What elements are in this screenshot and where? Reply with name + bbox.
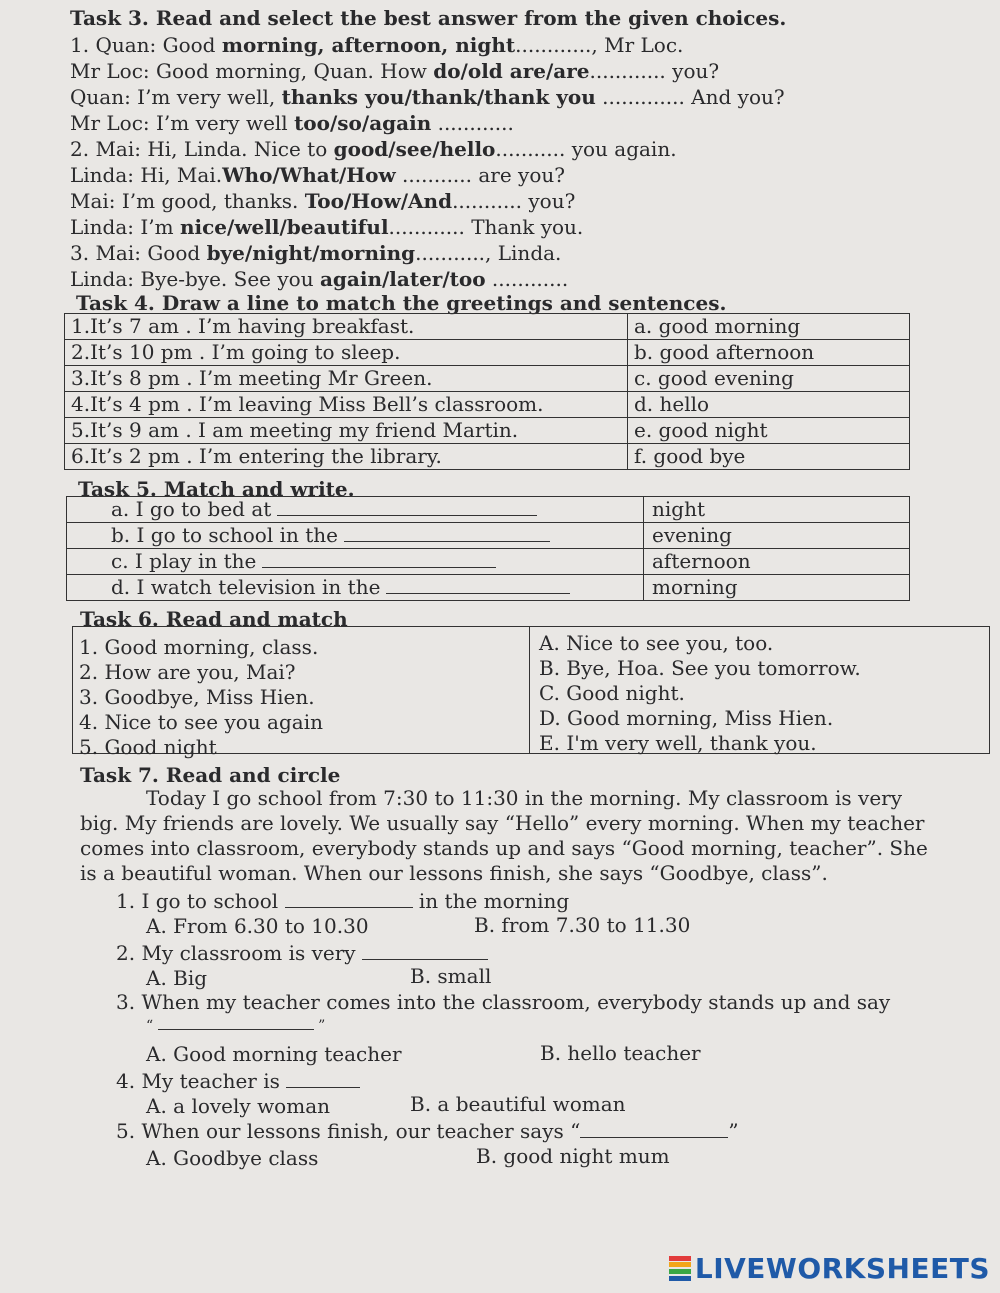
task6-divider bbox=[529, 627, 530, 753]
open-quote: “ bbox=[146, 1018, 154, 1034]
line-text-end: ........... you? bbox=[452, 189, 576, 213]
question-3-blank[interactable] bbox=[158, 1017, 314, 1030]
task3-line bbox=[70, 267, 568, 291]
line-text: Quan: I’m very well, bbox=[70, 85, 282, 109]
question-2-option-b[interactable]: B. small bbox=[410, 964, 492, 988]
task5-row bbox=[67, 523, 910, 549]
phrase-cell bbox=[67, 549, 644, 575]
close-quote: ” bbox=[728, 1119, 739, 1143]
answer-choices[interactable]: Too/How/And bbox=[304, 189, 453, 213]
question-1-option-a[interactable]: A. From 6.30 to 10.30 bbox=[146, 914, 369, 938]
task5-table bbox=[66, 496, 910, 601]
answer-choices[interactable]: good/see/hello bbox=[333, 137, 496, 161]
line-text: 1. Quan: Good bbox=[70, 33, 222, 57]
sentence-cell[interactable]: 6.It’s 2 pm . I’m entering the library. bbox=[65, 444, 628, 470]
line-text-end: ............ Thank you. bbox=[388, 215, 584, 239]
question-1-option-b[interactable]: B. from 7.30 to 11.30 bbox=[474, 913, 691, 937]
question-5-text: 5. When our lessons finish, our teacher says “ bbox=[116, 1119, 581, 1143]
prompt-item[interactable]: 2. How are you, Mai? bbox=[79, 660, 296, 684]
prompt-item[interactable]: 1. Good morning, class. bbox=[79, 635, 319, 659]
task4-row bbox=[65, 340, 910, 366]
answer-choices[interactable]: Who/What/How bbox=[222, 163, 396, 187]
answer-choices[interactable]: do/old are/are bbox=[433, 59, 590, 83]
line-text: Linda: Bye-bye. See you bbox=[70, 267, 320, 291]
question-4 bbox=[116, 1069, 360, 1093]
task4-row bbox=[65, 314, 910, 340]
task6-box bbox=[72, 626, 990, 759]
time-word-cell[interactable]: morning bbox=[644, 575, 910, 601]
task4-table bbox=[64, 313, 910, 470]
question-5-option-b[interactable]: B. good night mum bbox=[476, 1144, 670, 1168]
answer-blank[interactable] bbox=[344, 523, 550, 542]
task3-line bbox=[70, 59, 719, 83]
line-text-end: ............, Mr Loc. bbox=[515, 33, 684, 57]
passage-line: is a beautiful woman. When our lessons finish, she says “Goodbye, class”. bbox=[80, 861, 828, 885]
passage-line: Today I go school from 7:30 to 11:30 in the morning. My classroom is very bbox=[146, 786, 903, 810]
liveworksheets-logo bbox=[669, 1252, 990, 1285]
greeting-cell[interactable]: a. good morning bbox=[628, 314, 910, 340]
time-word-cell[interactable]: afternoon bbox=[644, 549, 910, 575]
question-4-text: 4. My teacher is bbox=[116, 1069, 280, 1093]
question-4-option-a[interactable]: A. a lovely woman bbox=[146, 1094, 330, 1118]
question-2-blank[interactable] bbox=[362, 941, 488, 960]
line-text: Linda: I’m bbox=[70, 215, 180, 239]
greeting-cell[interactable]: c. good evening bbox=[628, 366, 910, 392]
line-text: Mr Loc: I’m very well bbox=[70, 111, 295, 135]
task7-title: Task 7. Read and circle bbox=[80, 763, 341, 787]
question-1-text-end: in the morning bbox=[418, 889, 570, 913]
question-3-option-b[interactable]: B. hello teacher bbox=[540, 1041, 701, 1065]
line-text-end: ............. And you? bbox=[595, 85, 785, 109]
answer-choices[interactable]: bye/night/morning bbox=[206, 241, 416, 265]
sentence-cell[interactable]: 3.It’s 8 pm . I’m meeting Mr Green. bbox=[65, 366, 628, 392]
question-5 bbox=[116, 1119, 739, 1143]
greeting-cell[interactable]: b. good afternoon bbox=[628, 340, 910, 366]
line-text-end: ............ bbox=[431, 111, 514, 135]
task6-right-column bbox=[539, 631, 861, 756]
line-text: 2. Mai: Hi, Linda. Nice to bbox=[70, 137, 334, 161]
time-word-cell[interactable]: night bbox=[644, 497, 910, 523]
task3-title: Task 3. Read and select the best answer from the given choices. bbox=[70, 6, 787, 30]
response-item[interactable]: E. I'm very well, thank you. bbox=[539, 731, 817, 755]
response-item[interactable]: D. Good morning, Miss Hien. bbox=[539, 706, 834, 730]
phrase-cell bbox=[67, 523, 644, 549]
question-3: 3. When my teacher comes into the classroom, everybody stands up and say bbox=[116, 990, 891, 1014]
question-4-blank[interactable] bbox=[286, 1069, 360, 1088]
answer-choices[interactable]: again/later/too bbox=[319, 267, 486, 291]
task7-passage-rest bbox=[80, 811, 980, 886]
line-text-end: ........... you again. bbox=[495, 137, 677, 161]
task3-line bbox=[70, 111, 514, 135]
question-1-blank[interactable] bbox=[285, 889, 413, 908]
question-4-option-b[interactable]: B. a beautiful woman bbox=[410, 1092, 626, 1116]
question-3-answer-line bbox=[146, 1014, 325, 1038]
time-word-cell[interactable]: evening bbox=[644, 523, 910, 549]
question-2-text: 2. My classroom is very bbox=[116, 941, 356, 965]
response-item[interactable]: C. Good night. bbox=[539, 681, 685, 705]
close-quote: ” bbox=[318, 1018, 326, 1034]
task3-line bbox=[70, 85, 785, 109]
task5-row bbox=[67, 497, 910, 523]
answer-choices[interactable]: nice/well/beautiful bbox=[179, 215, 389, 239]
question-5-blank[interactable] bbox=[580, 1119, 728, 1138]
line-text: Mr Loc: Good morning, Quan. How bbox=[70, 59, 434, 83]
phrase-text: b. I go to school in the bbox=[111, 523, 338, 547]
response-item[interactable]: A. Nice to see you, too. bbox=[539, 631, 774, 655]
task5-row bbox=[67, 575, 910, 601]
task6-left-column bbox=[79, 635, 323, 760]
prompt-item[interactable]: 3. Goodbye, Miss Hien. bbox=[79, 685, 315, 709]
prompt-item[interactable]: 4. Nice to see you again bbox=[79, 710, 323, 734]
task3-line bbox=[70, 163, 565, 187]
task6-title: Task 6. Read and match bbox=[80, 607, 348, 631]
task3-line bbox=[70, 241, 561, 265]
answer-choices[interactable]: morning, afternoon, night bbox=[221, 33, 516, 57]
line-text: Linda: Hi, Mai. bbox=[70, 163, 223, 187]
line-text-end: ............ you? bbox=[589, 59, 720, 83]
task3-line bbox=[70, 33, 683, 57]
prompt-item[interactable]: 5. Good night bbox=[79, 735, 217, 759]
logo-icon bbox=[669, 1256, 691, 1282]
line-text-end: ............ bbox=[485, 267, 569, 291]
task3-line bbox=[70, 189, 575, 213]
task4-row bbox=[65, 366, 910, 392]
greeting-cell[interactable]: d. hello bbox=[628, 392, 910, 418]
phrase-cell bbox=[67, 497, 644, 523]
sentence-cell[interactable]: 1.It’s 7 am . I’m having breakfast. bbox=[65, 314, 628, 340]
question-3-option-a[interactable]: A. Good morning teacher bbox=[146, 1042, 402, 1066]
response-item[interactable]: B. Bye, Hoa. See you tomorrow. bbox=[539, 656, 861, 680]
phrase-cell bbox=[67, 575, 644, 601]
answer-blank[interactable] bbox=[277, 497, 537, 516]
sentence-cell[interactable]: 5.It’s 9 am . I am meeting my friend Martin. bbox=[65, 418, 628, 444]
task3-line bbox=[70, 215, 583, 239]
answer-blank[interactable] bbox=[262, 549, 496, 568]
question-1 bbox=[116, 889, 569, 913]
line-text-end: ..........., Linda. bbox=[415, 241, 562, 265]
passage-line: comes into classroom, everybody stands up and says “Good morning, teacher”. She bbox=[80, 836, 928, 860]
brand-name: LIVEWORKSHEETS bbox=[694, 1252, 990, 1285]
phrase-text: c. I play in the bbox=[111, 549, 257, 573]
sentence-cell[interactable]: 4.It’s 4 pm . I’m leaving Miss Bell’s classroom. bbox=[65, 392, 628, 418]
answer-choices[interactable]: too/so/again bbox=[294, 111, 432, 135]
task4-title: Task 4. Draw a line to match the greetings and sentences. bbox=[76, 291, 727, 315]
question-1-text: 1. I go to school bbox=[116, 889, 279, 913]
sentence-cell[interactable]: 2.It’s 10 pm . I’m going to sleep. bbox=[65, 340, 628, 366]
task4-row bbox=[65, 418, 910, 444]
line-text: Mai: I’m good, thanks. bbox=[70, 189, 305, 213]
line-text: 3. Mai: Good bbox=[70, 241, 207, 265]
task5-title: Task 5. Match and write. bbox=[78, 477, 355, 501]
greeting-cell[interactable]: e. good night bbox=[628, 418, 910, 444]
answer-blank[interactable] bbox=[386, 575, 570, 594]
greeting-cell[interactable]: f. good bye bbox=[628, 444, 910, 470]
task4-row bbox=[65, 392, 910, 418]
line-text-end: ........... are you? bbox=[395, 163, 565, 187]
question-2-option-a[interactable]: A. Big bbox=[146, 966, 208, 990]
task5-row bbox=[67, 549, 910, 575]
task7-passage bbox=[80, 786, 980, 811]
question-2 bbox=[116, 941, 488, 965]
phrase-text: a. I go to bed at bbox=[111, 497, 272, 521]
question-5-option-a[interactable]: A. Goodbye class bbox=[146, 1146, 319, 1170]
passage-line: big. My friends are lovely. We usually say “Hello” every morning. When my teacher bbox=[80, 811, 925, 835]
answer-choices[interactable]: thanks you/thank/thank you bbox=[281, 85, 596, 109]
phrase-text: d. I watch television in the bbox=[111, 575, 381, 599]
task3-line bbox=[70, 137, 677, 161]
task4-row bbox=[65, 444, 910, 470]
